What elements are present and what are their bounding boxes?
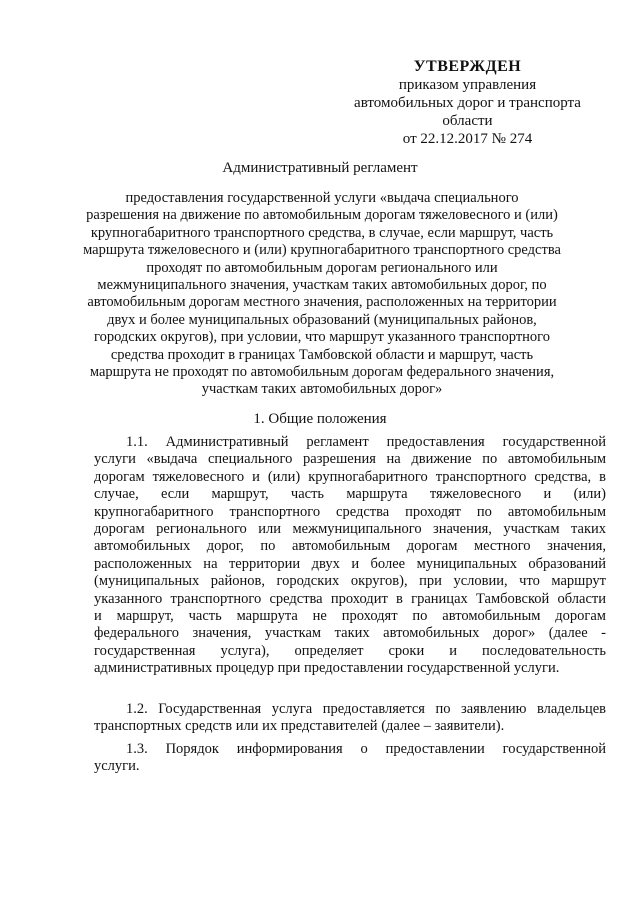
paragraph-line: расположенных на территории двух и более муниципальных образований xyxy=(94,555,606,572)
paragraph-1-3 xyxy=(94,741,606,776)
paragraph-line: 1.2. Государственная услуга предоставляется по заявлению владельцев xyxy=(126,701,606,717)
approval-line: автомобильных дорог и транспорта xyxy=(354,95,581,111)
paragraph-line: государственная услуга), определяет сроки и последовательность xyxy=(94,642,606,659)
paragraph-line: крупногабаритного транспортного средства проходят по автомобильным xyxy=(94,503,606,520)
subtitle-line: городских округов), при условии, что маршрут указанного транспортного xyxy=(93,329,551,346)
paragraph-line: 1.3. Порядок информирования о предоставлении государственной xyxy=(126,741,606,757)
paragraph-line: федерального значения, участкам таких автомобильных дорог» (далее - xyxy=(94,625,606,642)
subtitle-line: маршрута не проходят по автомобильным дорогам федерального значения, xyxy=(89,364,555,381)
paragraph-line: услуги «выдача специального разрешения на движение по автомобильным xyxy=(94,451,606,468)
paragraph-1-2 xyxy=(94,701,606,736)
paragraph-line: 1.1. Административный регламент предоставления государственной xyxy=(126,434,606,450)
subtitle-line: проходят по автомобильным дорогам регионального или xyxy=(146,259,498,276)
subtitle-line: межмуниципального значения, участкам таких автомобильных дорог, по xyxy=(97,277,547,294)
subtitle-line: предоставления государственной услуги «выдача специального xyxy=(125,190,519,206)
paragraph-line: и маршрут, часть маршрута не проходят по автомобильным дорогам xyxy=(94,608,606,625)
section-heading: 1. Общие положения xyxy=(253,411,387,427)
subtitle-line: участкам таких автомобильных дорог» xyxy=(201,381,443,398)
subtitle-line: маршрута тяжеловесного и (или) крупногабаритного транспортного средства xyxy=(83,242,561,259)
paragraph-1-1 xyxy=(94,434,606,678)
paragraph-line: дорогам тяжеловесного и (или) крупногабаритного транспортного средства, в xyxy=(94,468,606,485)
approval-line: приказом управления xyxy=(398,77,537,93)
paragraph-line: дорогам регионального или межмуниципального значения, участкам таких xyxy=(94,521,606,538)
paragraph-line: (муниципальных районов, городских округов), при условии, что маршрут xyxy=(94,573,606,590)
subtitle-line: разрешения на движение по автомобильным дорогам тяжеловесного и (или) xyxy=(86,207,558,224)
paragraph-line: случае, если маршрут, часть маршрута тяжеловесного и (или) xyxy=(94,486,606,503)
paragraph-line: административных процедур при предоставлении государственной услуги. xyxy=(94,660,560,677)
paragraph-line: транспортных средств или их представителей (далее – заявители). xyxy=(94,718,505,735)
subtitle-line: автомобильным дорогам местного значения, расположенных на территории xyxy=(87,294,557,311)
approval-heading: УТВЕРЖДЕН xyxy=(413,58,522,75)
regulation-subtitle xyxy=(82,190,562,399)
approval-block xyxy=(340,58,595,148)
subtitle-line: крупногабаритного транспортного средства, в случае, если маршрут, часть xyxy=(90,224,554,241)
paragraph-line: услуги. xyxy=(94,758,140,775)
approval-date-line: от 22.12.2017 № 274 xyxy=(402,131,533,147)
subtitle-line: средства проходит в границах Тамбовской области и маршрут, часть xyxy=(110,346,534,363)
paragraph-line: указанного транспортного средства проходит в границах Тамбовской области xyxy=(94,590,606,607)
approval-line: области xyxy=(442,113,493,129)
paragraph-line: автомобильных дорог, по автомобильным дорогам местного значения, xyxy=(94,538,606,555)
subtitle-line: двух и более муниципальных образований (муниципальных районов, xyxy=(107,311,537,328)
document-title: Административный регламент xyxy=(222,160,418,176)
